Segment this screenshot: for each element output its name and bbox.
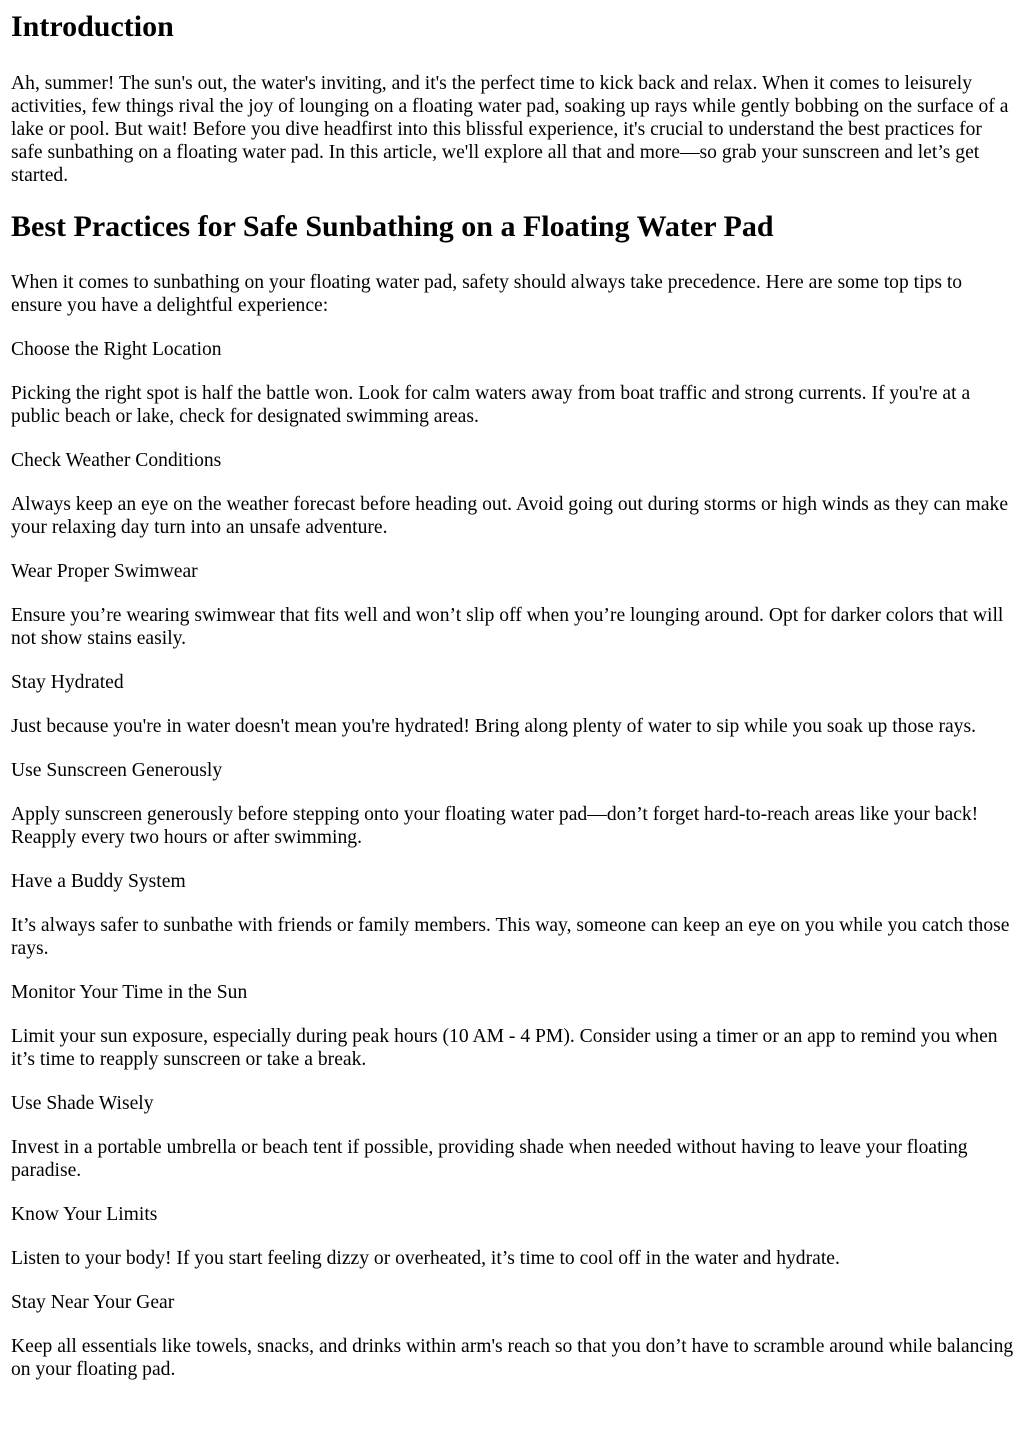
tip-text: Picking the right spot is half the battle won. Look for calm waters away from boat traffic and strong currents. If you're at a public beach or lake, check for designated swimming areas. [11,383,971,427]
tip-text: Invest in a portable umbrella or beach tent if possible, providing shade when needed without having to leave your floating paradise. [11,1137,968,1181]
tip-title: Use Shade Wisely [11,1093,154,1114]
tip-title: Stay Near Your Gear [11,1292,175,1313]
tip-text: It’s always safer to sunbathe with friends or family members. This way, someone can keep an eye on you while you catch those rays. [11,915,1010,959]
best-practices-heading: Best Practices for Safe Sunbathing on a Floating Water Pad [11,210,774,243]
tip-text: Just because you're in water doesn't mean you're hydrated! Bring along plenty of water to sip while you soak up those rays. [11,716,977,737]
introduction-heading: Introduction [11,10,174,43]
tip-title: Have a Buddy System [11,871,186,892]
tip-title: Check Weather Conditions [11,450,222,471]
tip-text: Apply sunscreen generously before stepping onto your floating water pad—don’t forget hard-to-reach areas like your back! Reapply every two hours or after swimming. [11,804,979,848]
tip-title: Choose the Right Location [11,339,222,360]
introduction-paragraph: Ah, summer! The sun's out, the water's inviting, and it's the perfect time to kick back and relax. When it comes to leisurely activities, few things rival the joy of lounging on a floating water pad, soaking up rays while gently bobbing on the surface of a lake or pool. But wait! Before you dive headfirst into this blissful experience, it's crucial to understand the best practices for safe sunbathing on a floating water pad. In this article, we'll explore all that and more—so grab your sunscreen and let’s get started. [11,73,1009,186]
tip-title: Know Your Limits [11,1204,158,1225]
tip-text: Keep all essentials like towels, snacks, and drinks within arm's reach so that you don’t have to scramble around while balancing on your floating pad. [11,1336,1014,1380]
tip-title: Use Sunscreen Generously [11,760,223,781]
tip-title: Wear Proper Swimwear [11,561,198,582]
tip-text: Listen to your body! If you start feeling dizzy or overheated, it’s time to cool off in the water and hydrate. [11,1248,840,1269]
tip-text: Always keep an eye on the weather forecast before heading out. Avoid going out during storms or high winds as they can make your relaxing day turn into an unsafe adventure. [11,494,1009,538]
tip-text: Limit your sun exposure, especially during peak hours (10 AM - 4 PM). Consider using a timer or an app to remind you when it’s time to reapply sunscreen or take a break. [11,1026,998,1070]
tip-title: Monitor Your Time in the Sun [11,982,248,1003]
tip-title: Stay Hydrated [11,672,124,693]
best-practices-lead: When it comes to sunbathing on your floating water pad, safety should always take precedence. Here are some top tips to ensure you have a delightful experience: [11,272,963,316]
tip-text: Ensure you’re wearing swimwear that fits well and won’t slip off when you’re lounging around. Opt for darker colors that will not show stains easily. [11,605,1004,649]
